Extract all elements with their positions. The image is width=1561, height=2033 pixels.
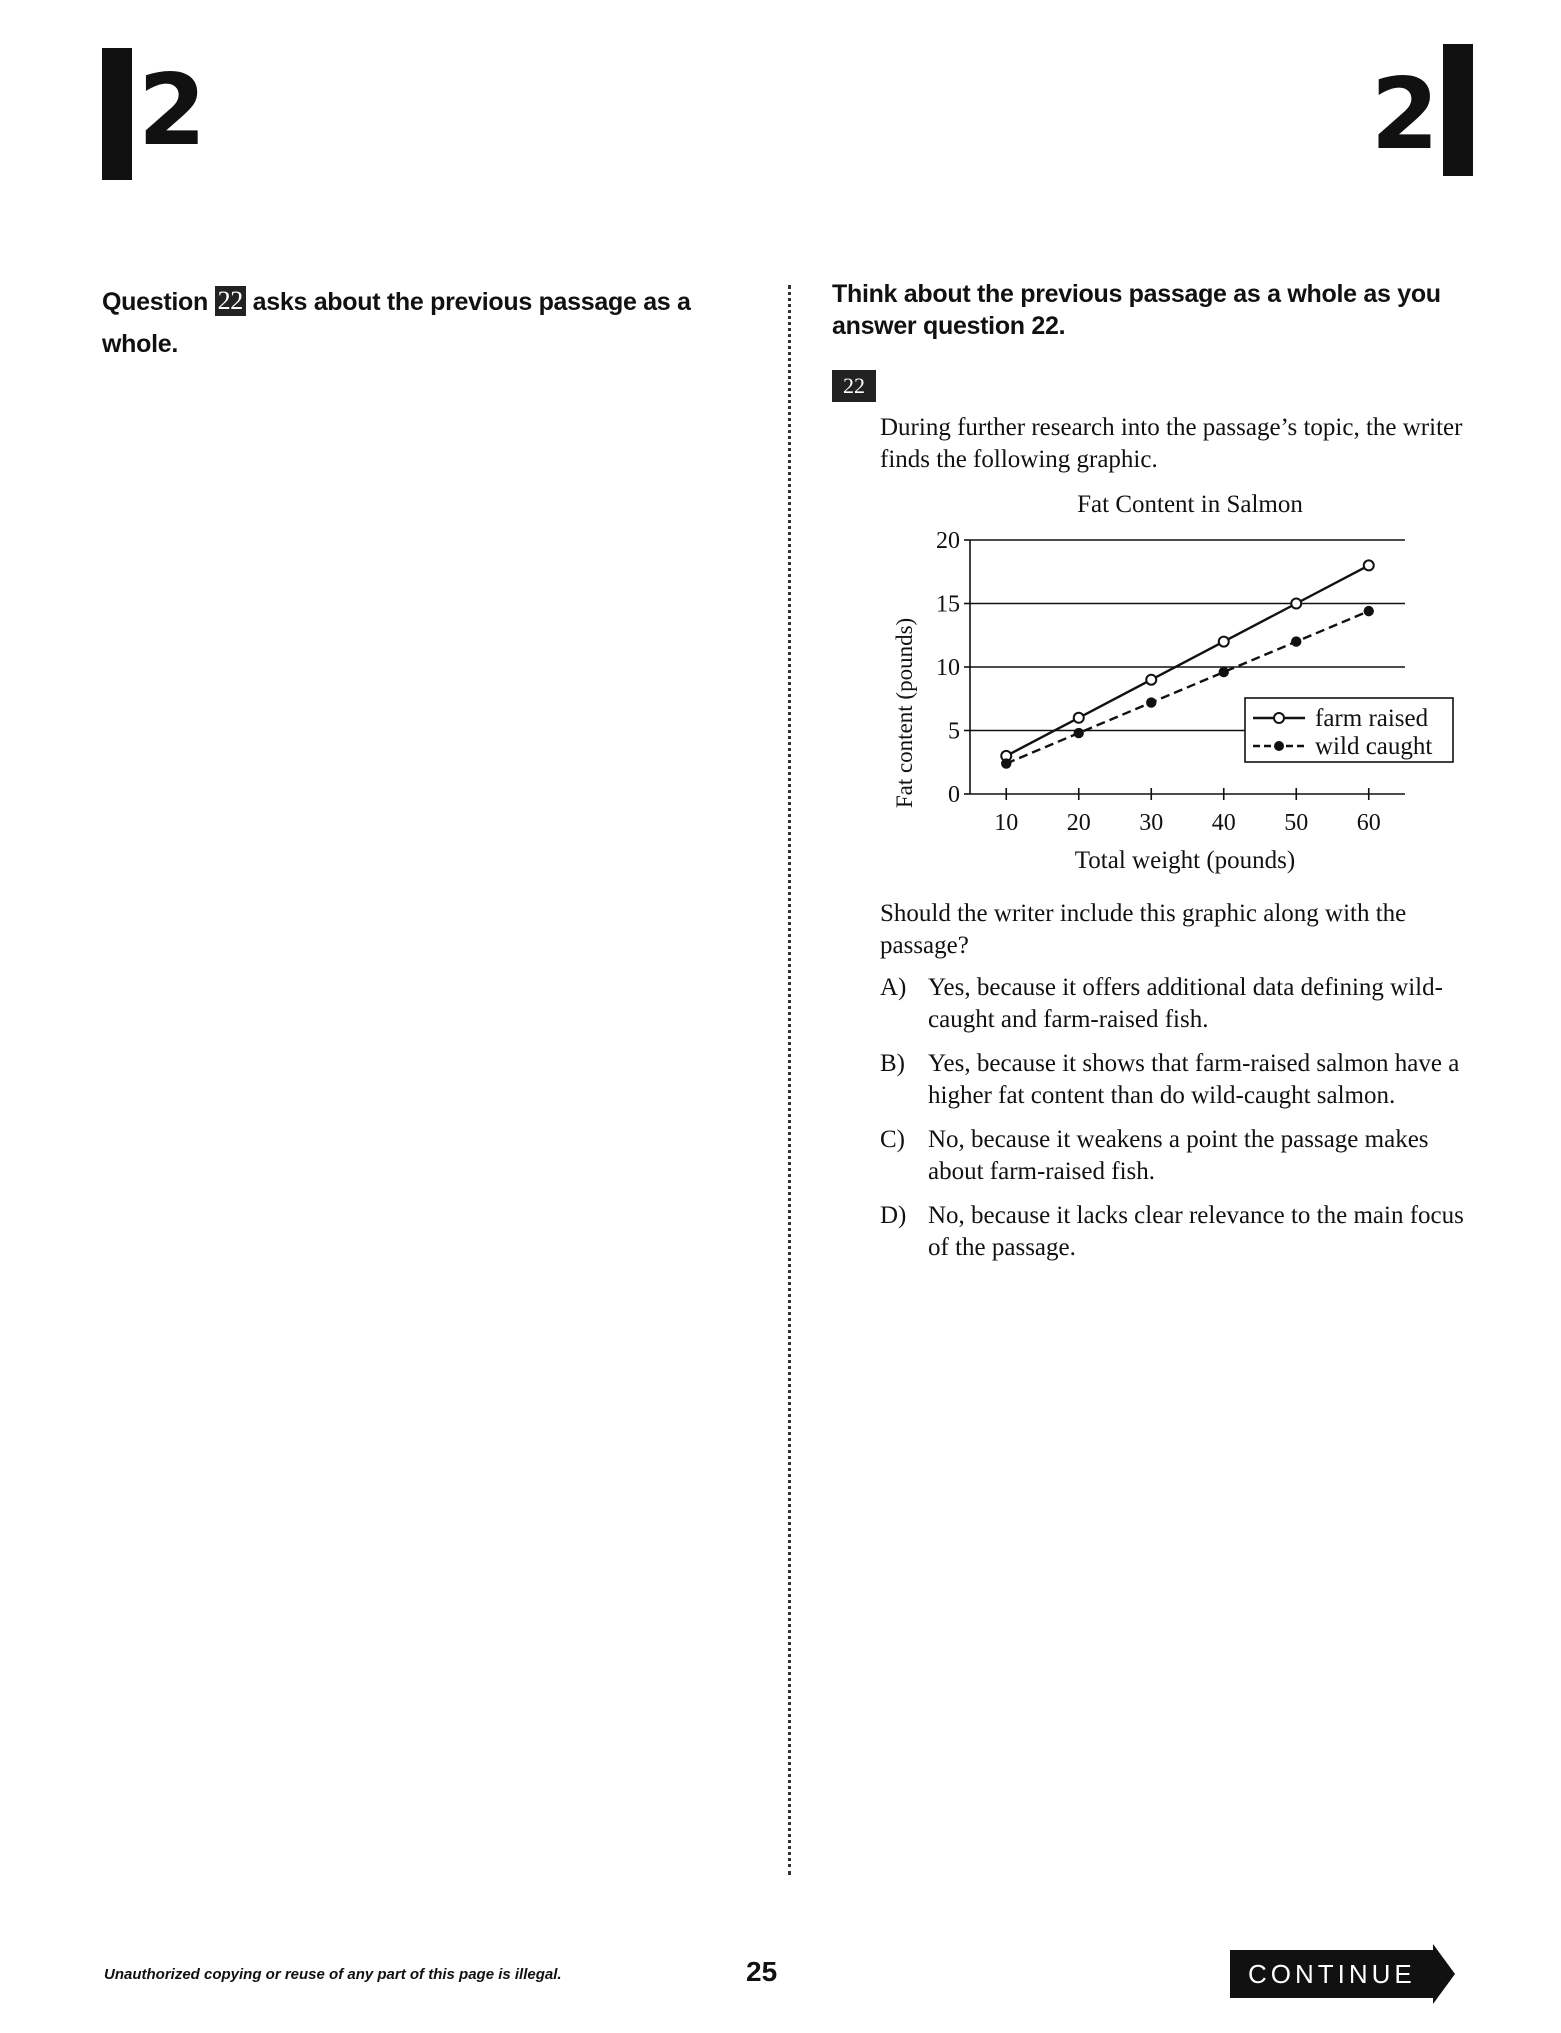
x-axis-label: Total weight (pounds) <box>1074 847 1296 874</box>
module-number: 2 <box>138 54 207 168</box>
y-tick-label: 5 <box>948 718 960 745</box>
data-point <box>1364 560 1374 570</box>
answer-option-d[interactable] <box>880 1200 1480 1264</box>
right-column-heading: Think about the previous passage as a whole as you answer question 22. <box>832 280 1441 340</box>
column-divider <box>788 285 791 1875</box>
left-column-heading <box>102 281 722 365</box>
chart-legend <box>1245 698 1453 762</box>
x-tick-label: 50 <box>1284 810 1309 836</box>
arrow-right-icon <box>1433 1944 1455 2004</box>
data-point <box>1220 668 1228 676</box>
question-prompt: Should the writer include this graphic along with the passage? <box>880 900 1407 959</box>
copyright-notice: Unauthorized copying or reuse of any part of this page is illegal. <box>104 1966 562 1983</box>
data-point <box>1147 698 1155 706</box>
option-text: No, because it lacks clear relevance to the main focus of the passage. <box>928 1202 1464 1261</box>
legend-swatch-marker <box>1274 713 1284 723</box>
y-axis-label: Fat content (pounds) <box>892 617 917 809</box>
marker-bar <box>1443 44 1473 176</box>
module-number: 2 <box>1370 58 1439 172</box>
y-tick-label: 0 <box>948 782 960 808</box>
answer-option-c[interactable] <box>880 1124 1480 1188</box>
continue-button[interactable] <box>1230 1950 1455 1998</box>
option-letter: D) <box>880 1202 907 1229</box>
answer-options <box>880 972 1480 1276</box>
data-point <box>1146 675 1156 685</box>
chart-ticks <box>936 528 1381 836</box>
chart-title: Fat Content in Salmon <box>1077 491 1303 518</box>
legend-swatch-marker <box>1275 742 1283 750</box>
data-point <box>1219 637 1229 647</box>
option-text: Yes, because it offers additional data defining wild-caught and farm-raised fish. <box>928 974 1443 1033</box>
legend-label: wild caught <box>1315 733 1433 760</box>
answer-option-a[interactable] <box>880 972 1480 1036</box>
y-tick-label: 15 <box>936 591 960 618</box>
y-tick-label: 20 <box>936 528 960 554</box>
marker-bar <box>102 48 132 180</box>
x-tick-label: 10 <box>994 810 1019 836</box>
data-point <box>1074 713 1084 723</box>
x-tick-label: 60 <box>1356 810 1381 836</box>
module-marker-left <box>102 48 206 180</box>
question-number-badge: 22 <box>215 286 246 316</box>
heading-text: Question <box>102 288 215 316</box>
y-tick-label: 10 <box>936 655 960 681</box>
fat-content-chart <box>880 488 1433 878</box>
legend-label: farm raised <box>1315 705 1429 732</box>
question-number-badge: 22 <box>832 370 876 402</box>
continue-label: CONTINUE <box>1230 1950 1434 1998</box>
data-point <box>1075 729 1083 737</box>
x-tick-label: 40 <box>1211 810 1236 836</box>
option-text: Yes, because it shows that farm-raised salmon have a higher fat content than do wild-caught salmon. <box>928 1050 1460 1109</box>
data-point <box>1291 599 1301 609</box>
option-letter: C) <box>880 1126 905 1153</box>
data-point <box>1002 759 1010 767</box>
question-intro: During further research into the passage’s topic, the writer finds the following graphic. <box>880 414 1463 473</box>
x-tick-label: 20 <box>1066 810 1091 836</box>
data-point <box>1292 637 1300 645</box>
option-text: No, because it weakens a point the passage makes about farm-raised fish. <box>928 1126 1429 1185</box>
option-letter: A) <box>880 974 907 1001</box>
data-point <box>1365 607 1373 615</box>
page-number: 25 <box>746 1956 778 1987</box>
module-marker-right <box>1371 44 1473 176</box>
option-letter: B) <box>880 1050 905 1077</box>
answer-option-b[interactable] <box>880 1048 1480 1112</box>
x-tick-label: 30 <box>1139 810 1164 836</box>
heading-text: asks about the previous passage as a whole. <box>102 288 691 358</box>
